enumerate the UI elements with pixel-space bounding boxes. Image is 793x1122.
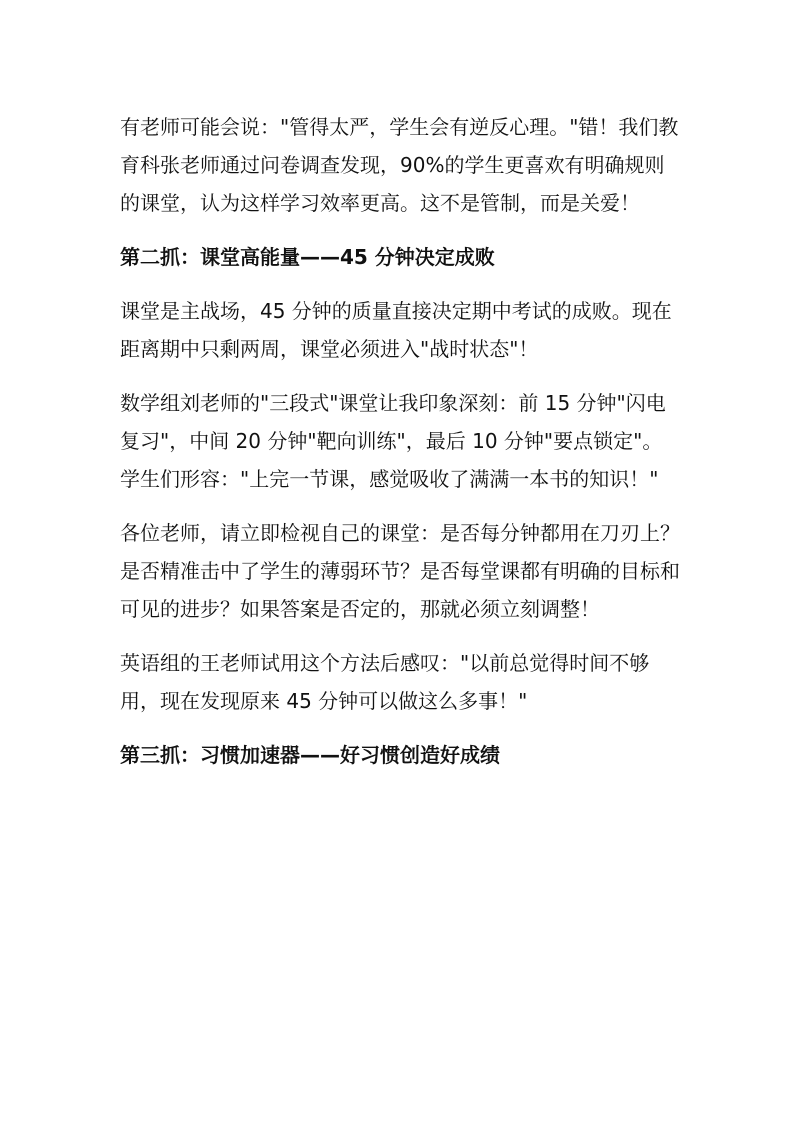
document-body	[120, 108, 680, 790]
paragraph-english-teacher: 英语组的王老师试用这个方法后感叹："以前总觉得时间不够用，现在发现原来 45 分钟可以做这么多事！"	[120, 651, 650, 713]
paragraph-strict-management: 有老师可能会说："管得太严，学生会有逆反心理。"错！我们教育科张老师通过问卷调查发现，90%的学生更喜欢有明确规则的课堂，认为这样学习效率更高。这不是管制，而是关爱！	[120, 115, 679, 215]
heading-third-point: 第三抓：习惯加速器——好习惯创造好成绩	[120, 743, 500, 767]
paragraph-classroom-battlefield: 课堂是主战场，45 分钟的质量直接决定期中考试的成败。现在距离期中只剩两周，课堂必须进入"战时状态"！	[120, 299, 672, 361]
paragraph-three-stage-class: 数学组刘老师的"三段式"课堂让我印象深刻：前 15 分钟"闪电复习"，中间 20 分钟"靶向训练"，最后 10 分钟"要点锁定"。学生们形容："上完一节课，感觉吸收了满满一本书的知识！"	[120, 391, 666, 491]
paragraph-self-review: 各位老师，请立即检视自己的课堂：是否每分钟都用在刀刃上？是否精准击中了学生的薄弱环节？是否每堂课都有明确的目标和可见的进步？如果答案是否定的，那就必须立刻调整！	[120, 521, 680, 621]
heading-second-point: 第二抓：课堂高能量——45 分钟决定成败	[120, 245, 495, 269]
